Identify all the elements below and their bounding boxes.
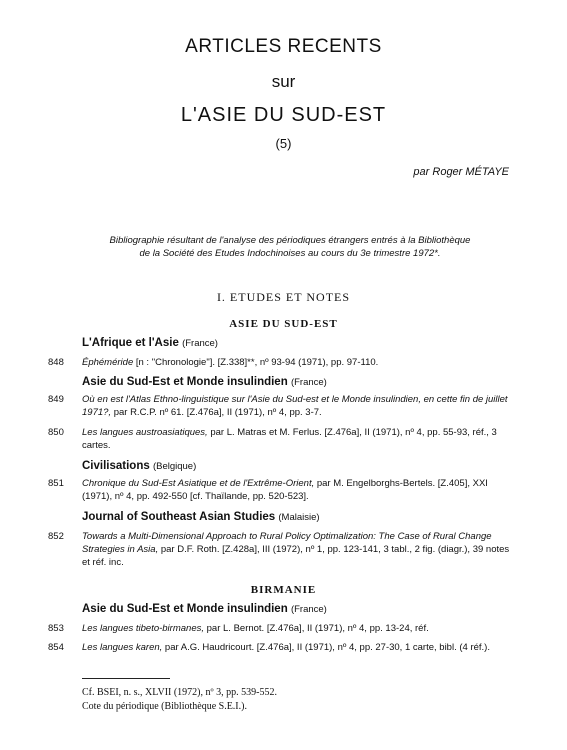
entry-number: 848 bbox=[48, 357, 64, 368]
journal-country: (Malaisie) bbox=[278, 512, 320, 523]
bibliography-entry bbox=[48, 393, 518, 419]
bibliography-entry bbox=[48, 356, 518, 369]
journal-heading bbox=[82, 511, 320, 523]
title-line-3: L'ASIE DU SUD-EST bbox=[180, 104, 387, 126]
journal-name: Journal of Southeast Asian Studies bbox=[82, 511, 276, 523]
group-heading-birmanie: BIRMANIE bbox=[250, 584, 317, 596]
section-heading: I. ETUDES ET NOTES bbox=[216, 290, 351, 304]
entry-number: 849 bbox=[48, 394, 64, 405]
entry-number: 850 bbox=[48, 427, 64, 438]
journal-name: Asie du Sud-Est et Monde insulindien bbox=[82, 603, 288, 615]
title-line-4: (5) bbox=[275, 136, 292, 151]
journal-country: (France) bbox=[290, 377, 327, 388]
intro-line-2: de la Société des Etudes Indochinoises au cours du 3e trimestre 1972*. bbox=[139, 248, 441, 259]
entry-title: Les langues tibeto-birmanes, bbox=[82, 623, 204, 634]
entry-details: par D.F. Roth. [Z.428a], III (1972), nº 1, pp. 123-141, 3 tabl., 2 fig. (diagr.), 39 notes et réf. inc. bbox=[82, 544, 510, 568]
entry-details: par R.C.P. nº 61. [Z.476a], II (1971), nº 4, pp. 3-7. bbox=[111, 407, 322, 418]
journal-name: L'Afrique et l'Asie bbox=[82, 337, 179, 349]
journal-heading bbox=[82, 337, 218, 349]
entry-title: Towards a Multi-Dimensional Approach to Rural Policy Optimalization: The Case of Rural Change Strategies in Asia, bbox=[82, 531, 492, 555]
footnote-1: Cf. BSEI, n. s., XLVII (1972), nº 3, pp. 539-552. bbox=[82, 687, 277, 698]
intro-paragraph bbox=[70, 234, 510, 260]
title-line-2: sur bbox=[271, 72, 296, 91]
bibliography-entry bbox=[48, 426, 518, 452]
author: par Roger MÉTAYE bbox=[413, 166, 509, 178]
entry-number: 852 bbox=[48, 531, 64, 542]
journal-heading bbox=[82, 376, 327, 388]
entry-details: par L. Matras et M. Ferlus. [Z.476a], II (1971), nº 4, pp. 55-93, réf., 3 cartes. bbox=[82, 427, 497, 451]
footnote-2: Cote du périodique (Bibliothèque S.E.I.). bbox=[82, 701, 247, 712]
journal-heading bbox=[82, 460, 196, 472]
intro-line-1: Bibliographie résultant de l'analyse des périodiques étrangers entrés à la Bibliothèque bbox=[109, 235, 471, 246]
entry-title: Éphéméride bbox=[82, 357, 134, 368]
entry-number: 851 bbox=[48, 478, 64, 489]
entry-title: Chronique du Sud-Est Asiatique et de l'Extrême-Orient, bbox=[82, 478, 315, 489]
title-line-1: ARTICLES RECENTS bbox=[185, 36, 382, 57]
journal-heading bbox=[82, 603, 327, 615]
group-heading-asie: ASIE DU SUD-EST bbox=[229, 318, 338, 330]
journal-country: (Belgique) bbox=[152, 461, 197, 472]
journal-name: Asie du Sud-Est et Monde insulindien bbox=[82, 376, 288, 388]
entry-details: par L. Bernot. [Z.476a], II (1971), nº 4, pp. 13-24, réf. bbox=[204, 623, 429, 634]
bibliography-entry bbox=[48, 530, 518, 569]
entry-title: Où en est l'Atlas Ethno-linguistique sur l'Asie du Sud-est et le Monde insulindien, en cette fin de juillet 1971?, bbox=[82, 394, 508, 418]
entry-details: par M. Engelborghs-Bertels. [Z.405], XXI (1971), nº 4, pp. 492-550 [cf. Thaïlande, pp. 520-523]. bbox=[82, 478, 488, 502]
entry-number: 854 bbox=[48, 642, 64, 653]
entry-details: par A.G. Haudricourt. [Z.476a], II (1971), nº 4, pp. 27-30, 1 carte, bibl. (4 réf.). bbox=[162, 642, 490, 653]
bibliography-entry bbox=[48, 641, 518, 654]
journal-country: (France) bbox=[182, 338, 218, 349]
journal-name: Civilisations bbox=[82, 460, 150, 472]
entry-details: [n : "Chronologie"]. [Z.338]**, nº 93-94 (1971), pp. 97-110. bbox=[133, 357, 379, 368]
entry-number: 853 bbox=[48, 623, 64, 634]
bibliography-entry bbox=[48, 622, 518, 635]
entry-title: Les langues karen, bbox=[82, 642, 163, 653]
journal-country: (France) bbox=[290, 604, 327, 615]
bibliography-entry bbox=[48, 477, 518, 503]
entry-title: Les langues austroasiatiques, bbox=[82, 427, 208, 438]
footnote-rule bbox=[82, 678, 170, 679]
